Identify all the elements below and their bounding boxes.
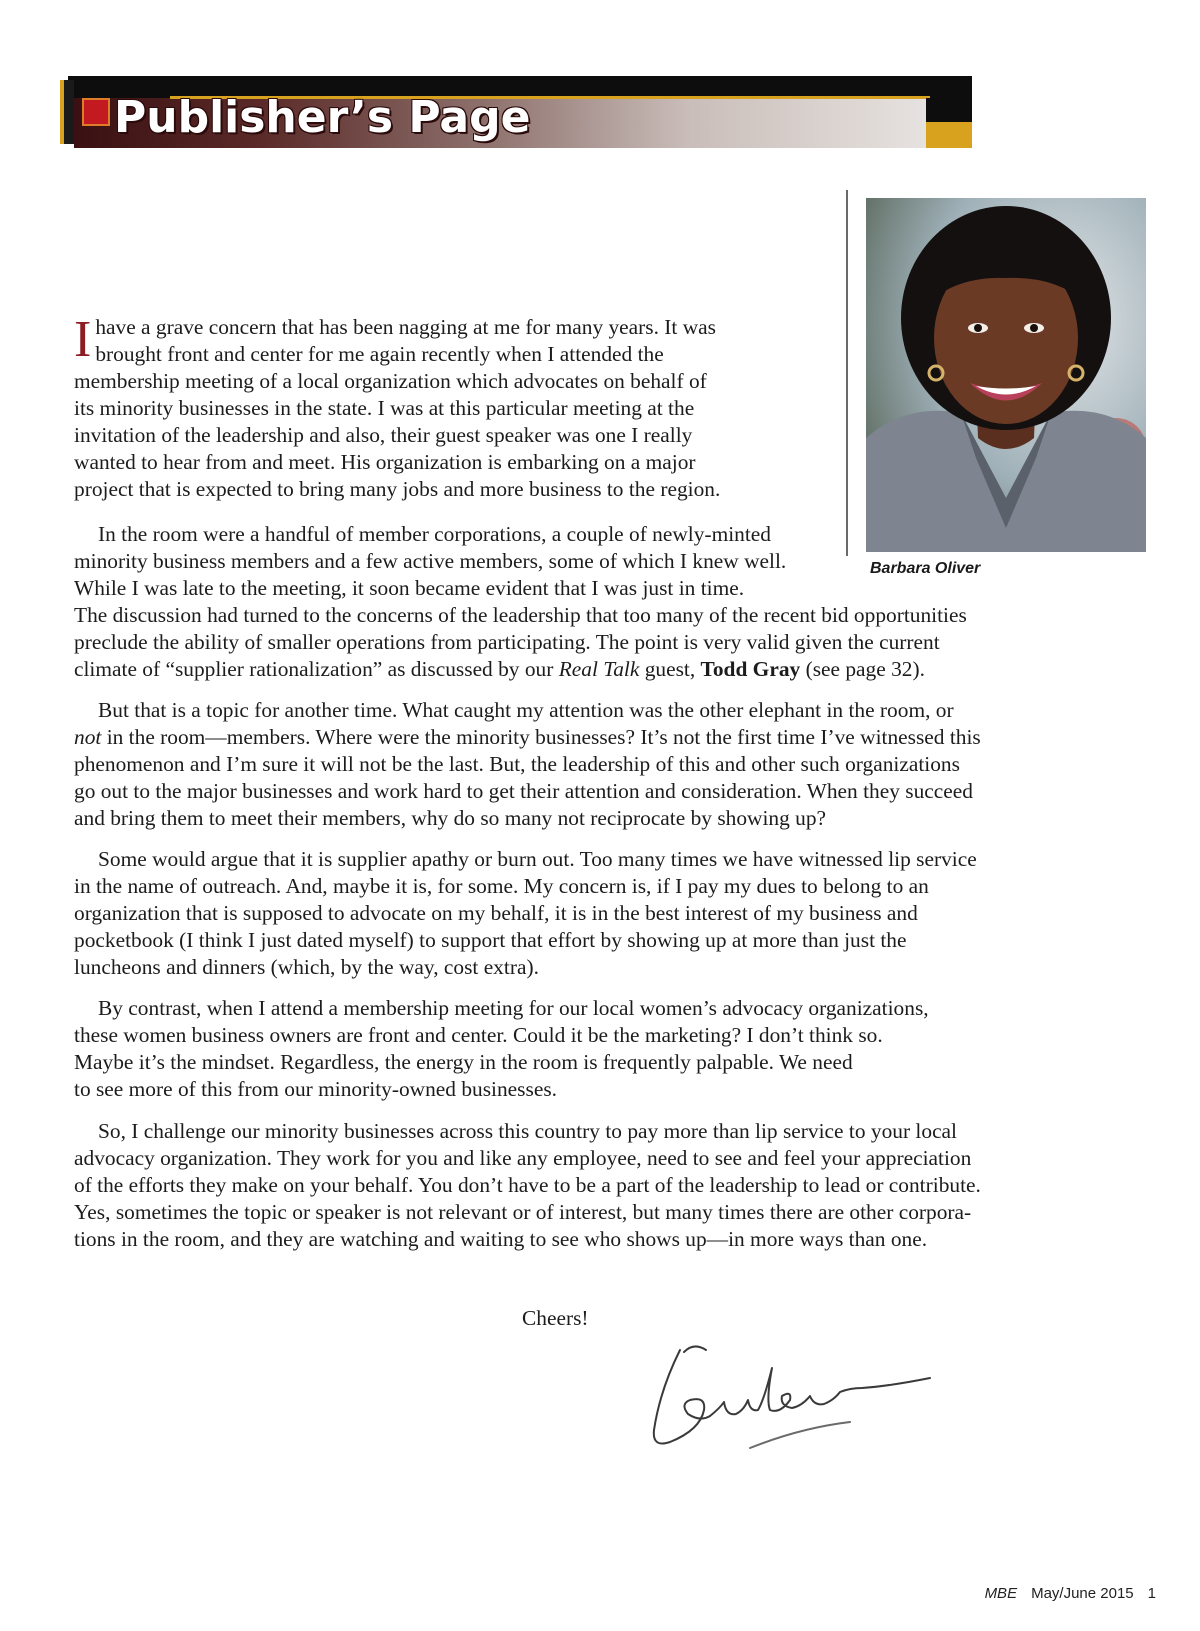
text-line: organization that is supposed to advocate on my behalf, it is in the best interest of my business and: [74, 901, 918, 925]
paragraph-3: [74, 697, 1054, 832]
text-line: project that is expected to bring many jobs and more business to the region.: [74, 477, 721, 501]
text-line: Yes, sometimes the topic or speaker is not relevant or of interest, but many times there are other corpora-: [74, 1200, 972, 1224]
text-line: [74, 724, 1054, 751]
drop-cap: I: [74, 311, 92, 368]
banner-right-gold-block: [926, 122, 972, 148]
text-line: pocketbook (I think I just dated myself) to support that effort by showing up at more than just the: [74, 928, 907, 952]
emphasis-text: not: [74, 725, 102, 749]
photo-divider-rule: [846, 190, 848, 556]
author-photo: [866, 198, 1146, 552]
banner-red-square: [82, 98, 110, 126]
text-line: The discussion had turned to the concerns of the leadership that too many of the recent bid opportunities: [74, 603, 967, 627]
text-line: have a grave concern that has been nagging at me for many years. It was: [95, 315, 716, 339]
text-line: membership meeting of a local organization which advocates on behalf of: [74, 369, 707, 393]
text-line: advocacy organization. They work for you and like any employee, need to see and feel your appreciation: [74, 1146, 972, 1170]
text-line: of the efforts they make on your behalf. You don’t have to be a part of the leadership to lead or contribute.: [74, 1173, 981, 1197]
issue-date: May/June 2015: [1031, 1585, 1134, 1602]
text-line: Maybe it’s the mindset. Regardless, the energy in the room is frequently palpable. We need: [74, 1050, 853, 1074]
photo-caption: Barbara Oliver: [870, 560, 981, 577]
text-segment: guest,: [639, 657, 701, 681]
text-line: But that is a topic for another time. What caught my attention was the other elephant in the room, or: [98, 698, 954, 722]
closing-salutation: Cheers!: [522, 1306, 589, 1330]
text-line: So, I challenge our minority businesses across this country to pay more than lip service to your local: [98, 1119, 957, 1143]
text-line: and bring them to meet their members, why do so many not reciprocate by showing up?: [74, 806, 827, 830]
banner-left-edge: [60, 80, 74, 144]
text-line: its minority businesses in the state. I was at this particular meeting at the: [74, 396, 695, 420]
text-segment: in the room—members. Where were the minority businesses? It’s not the first time I’ve witnessed this: [101, 725, 981, 749]
page-number: 1: [1147, 1585, 1156, 1602]
text-line: While I was late to the meeting, it soon became evident that I was just in time.: [74, 576, 745, 600]
paragraph-1: [74, 311, 774, 503]
text-line: By contrast, when I attend a membership meeting for our local women’s advocacy organizations,: [98, 996, 929, 1020]
text-line: in the name of outreach. And, maybe it is, for some. My concern is, if I pay my dues to belong to an: [74, 874, 929, 898]
text-line: these women business owners are front and center. Could it be the marketing? I don’t think so.: [74, 1023, 883, 1047]
text-line: to see more of this from our minority-owned businesses.: [74, 1077, 557, 1101]
page-header-banner: [60, 76, 972, 148]
text-segment: (see page 32).: [800, 657, 925, 681]
text-line: Some would argue that it is supplier apathy or burn out. Too many times we have witnessed lip service: [98, 847, 977, 871]
paragraph-4: [74, 846, 1054, 981]
text-segment: climate of “supplier rationalization” as discussed by our: [74, 657, 559, 681]
publication-title: Real Talk: [558, 657, 640, 681]
text-line: wanted to hear from and meet. His organization is embarking on a major: [74, 450, 696, 474]
magazine-name: MBE: [984, 1585, 1018, 1602]
text-line: In the room were a handful of member corporations, a couple of newly-minted: [98, 522, 771, 546]
text-line: luncheons and dinners (which, by the way, cost extra).: [74, 955, 539, 979]
text-line: [74, 656, 1054, 683]
text-line: preclude the ability of smaller operations from participating. The point is very valid given the current: [74, 630, 940, 654]
text-line: tions in the room, and they are watching and waiting to see who shows up—in more ways than one.: [74, 1227, 928, 1251]
paragraph-6: [74, 1118, 1054, 1253]
handwritten-signature: [640, 1330, 960, 1460]
paragraph-2: [74, 521, 1054, 683]
text-line: go out to the major businesses and work hard to get their attention and consideration. When they succeed: [74, 779, 973, 803]
text-line: invitation of the leadership and also, their guest speaker was one I really: [74, 423, 693, 447]
text-line: brought front and center for me again recently when I attended the: [95, 342, 664, 366]
page-footer: [985, 1585, 1156, 1602]
text-line: phenomenon and I’m sure it will not be the last. But, the leadership of this and other such organizations: [74, 752, 960, 776]
text-line: minority business members and a few active members, some of which I knew well.: [74, 549, 787, 573]
paragraph-5: [74, 995, 1054, 1103]
portrait-illustration: [866, 198, 1146, 552]
guest-name: Todd Gray: [700, 657, 801, 681]
page-title: Publisher’s Page: [114, 92, 531, 143]
